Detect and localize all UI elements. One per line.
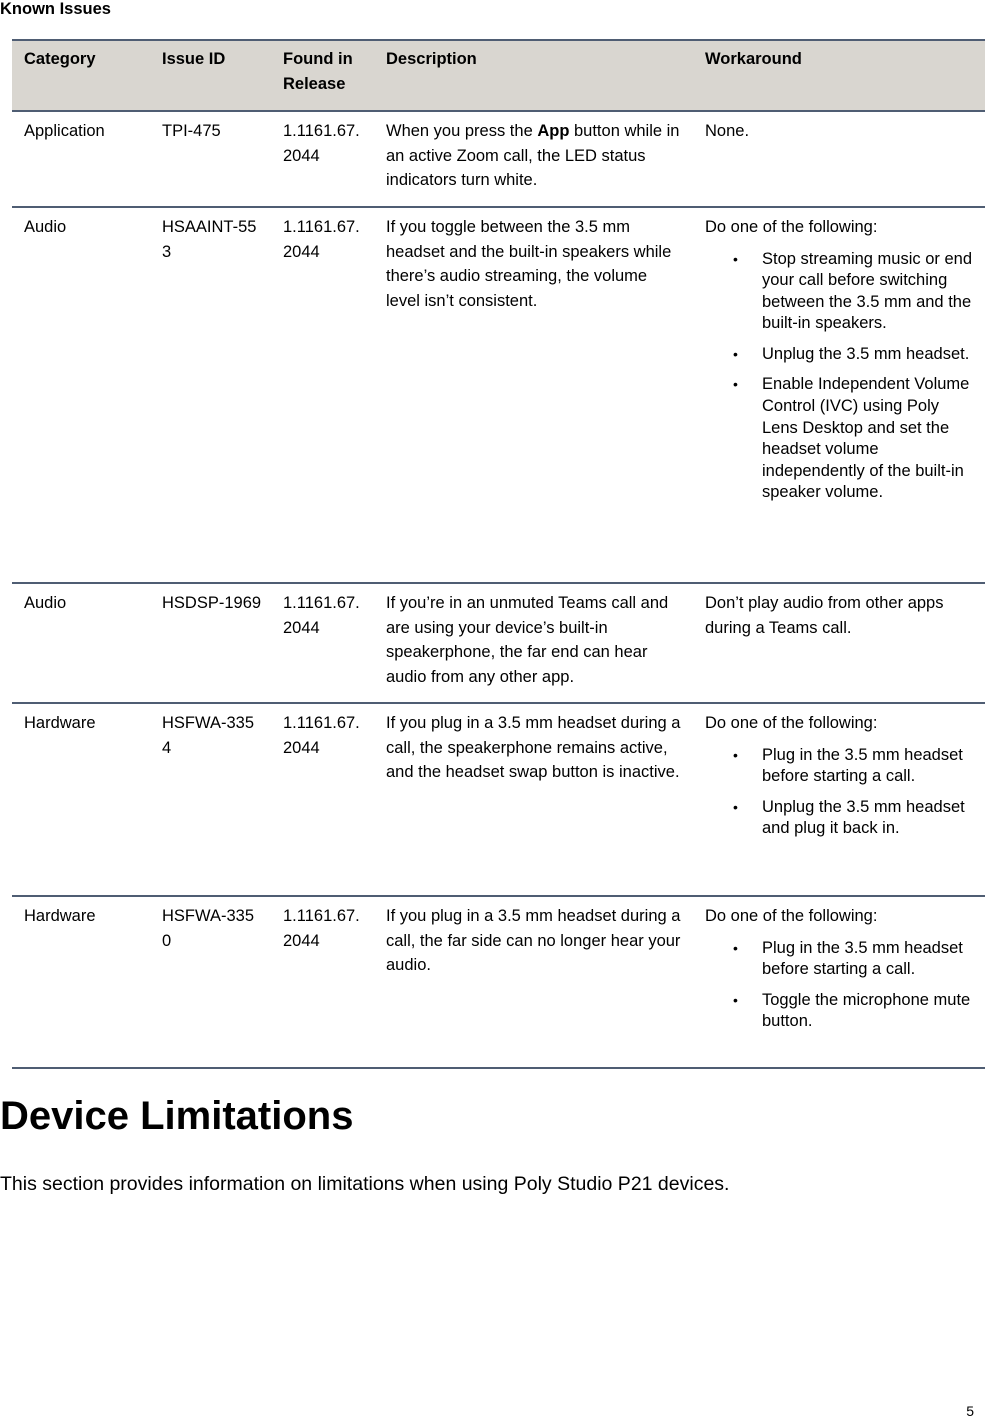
cell-issue-id: HSDSP-1969 — [150, 583, 271, 703]
cell-category: Hardware — [12, 703, 150, 896]
cell-issue-id: TPI-475 — [150, 111, 271, 207]
table-row — [12, 111, 985, 207]
section-intro-paragraph: This section provides information on limitations when using Poly Studio P21 devices. — [0, 1173, 730, 1195]
cell-workaround — [693, 207, 985, 583]
cell-issue-id: HSFWA-3350 — [150, 896, 271, 1068]
workaround-intro: Do one of the following: — [705, 218, 878, 236]
header-category: Category — [12, 40, 150, 111]
cell-description: If you toggle between the 3.5 mm headset and the built-in speakers while there’s audio streaming, the volume level isn’t consistent. — [374, 207, 693, 583]
description-text: button while in an active Zoom call, the LED status indicators turn white. — [386, 122, 680, 189]
section-heading: Device Limitations — [0, 1094, 354, 1138]
table-header-row — [12, 40, 985, 111]
cell-category: Hardware — [12, 896, 150, 1068]
list-item: • Enable Independent Volume Control (IVC) using Poly Lens Desktop and set the headset volume independently of the built-in speaker volume. — [705, 374, 977, 504]
cell-description — [374, 111, 693, 207]
app-button-label: App — [537, 122, 570, 140]
list-item: • Toggle the microphone mute button. — [705, 990, 977, 1033]
known-issues-table — [12, 39, 985, 1069]
cell-description: If you plug in a 3.5 mm headset during a call, the speakerphone remains active, and the headset swap button is inactive. — [374, 703, 693, 896]
cell-workaround — [693, 703, 985, 896]
header-workaround: Workaround — [693, 40, 985, 111]
cell-description: If you plug in a 3.5 mm headset during a call, the far side can no longer hear your audio. — [374, 896, 693, 1068]
table-row — [12, 207, 985, 583]
cell-issue-id: HSAAINT-553 — [150, 207, 271, 583]
cell-issue-id: HSFWA-3354 — [150, 703, 271, 896]
list-item: • Unplug the 3.5 mm headset. — [705, 344, 977, 366]
workaround-list — [705, 249, 977, 505]
cell-description: If you’re in an unmuted Teams call and are using your device’s built-in speakerphone, the far end can hear audio from any other app. — [374, 583, 693, 703]
list-item: • Unplug the 3.5 mm headset and plug it back in. — [705, 797, 977, 840]
table-row — [12, 896, 985, 1068]
list-item: • Plug in the 3.5 mm headset before starting a call. — [705, 745, 977, 788]
cell-release: 1.1161.67.2044 — [271, 583, 374, 703]
cell-workaround: Don’t play audio from other apps during a Teams call. — [693, 583, 985, 703]
cell-release: 1.1161.67.2044 — [271, 111, 374, 207]
workaround-list — [705, 938, 977, 1033]
description-text: When you press the — [386, 122, 538, 140]
header-description: Description — [374, 40, 693, 111]
cell-workaround: None. — [693, 111, 985, 207]
header-issue-id: Issue ID — [150, 40, 271, 111]
header-found-in-release: Found in Release — [271, 40, 374, 111]
page-number: 5 — [966, 1403, 974, 1418]
workaround-intro: Do one of the following: — [705, 714, 878, 732]
cell-release: 1.1161.67.2044 — [271, 896, 374, 1068]
cell-release: 1.1161.67.2044 — [271, 703, 374, 896]
workaround-list — [705, 745, 977, 840]
list-item: • Stop streaming music or end your call before switching between the 3.5 mm and the built-in speakers. — [705, 249, 977, 335]
cell-workaround — [693, 896, 985, 1068]
workaround-intro: Do one of the following: — [705, 907, 878, 925]
cell-category: Application — [12, 111, 150, 207]
table-row — [12, 703, 985, 896]
list-item: • Plug in the 3.5 mm headset before starting a call. — [705, 938, 977, 981]
table-caption: Known Issues — [0, 0, 111, 18]
table-row — [12, 583, 985, 703]
cell-category: Audio — [12, 583, 150, 703]
cell-category: Audio — [12, 207, 150, 583]
cell-release: 1.1161.67.2044 — [271, 207, 374, 583]
